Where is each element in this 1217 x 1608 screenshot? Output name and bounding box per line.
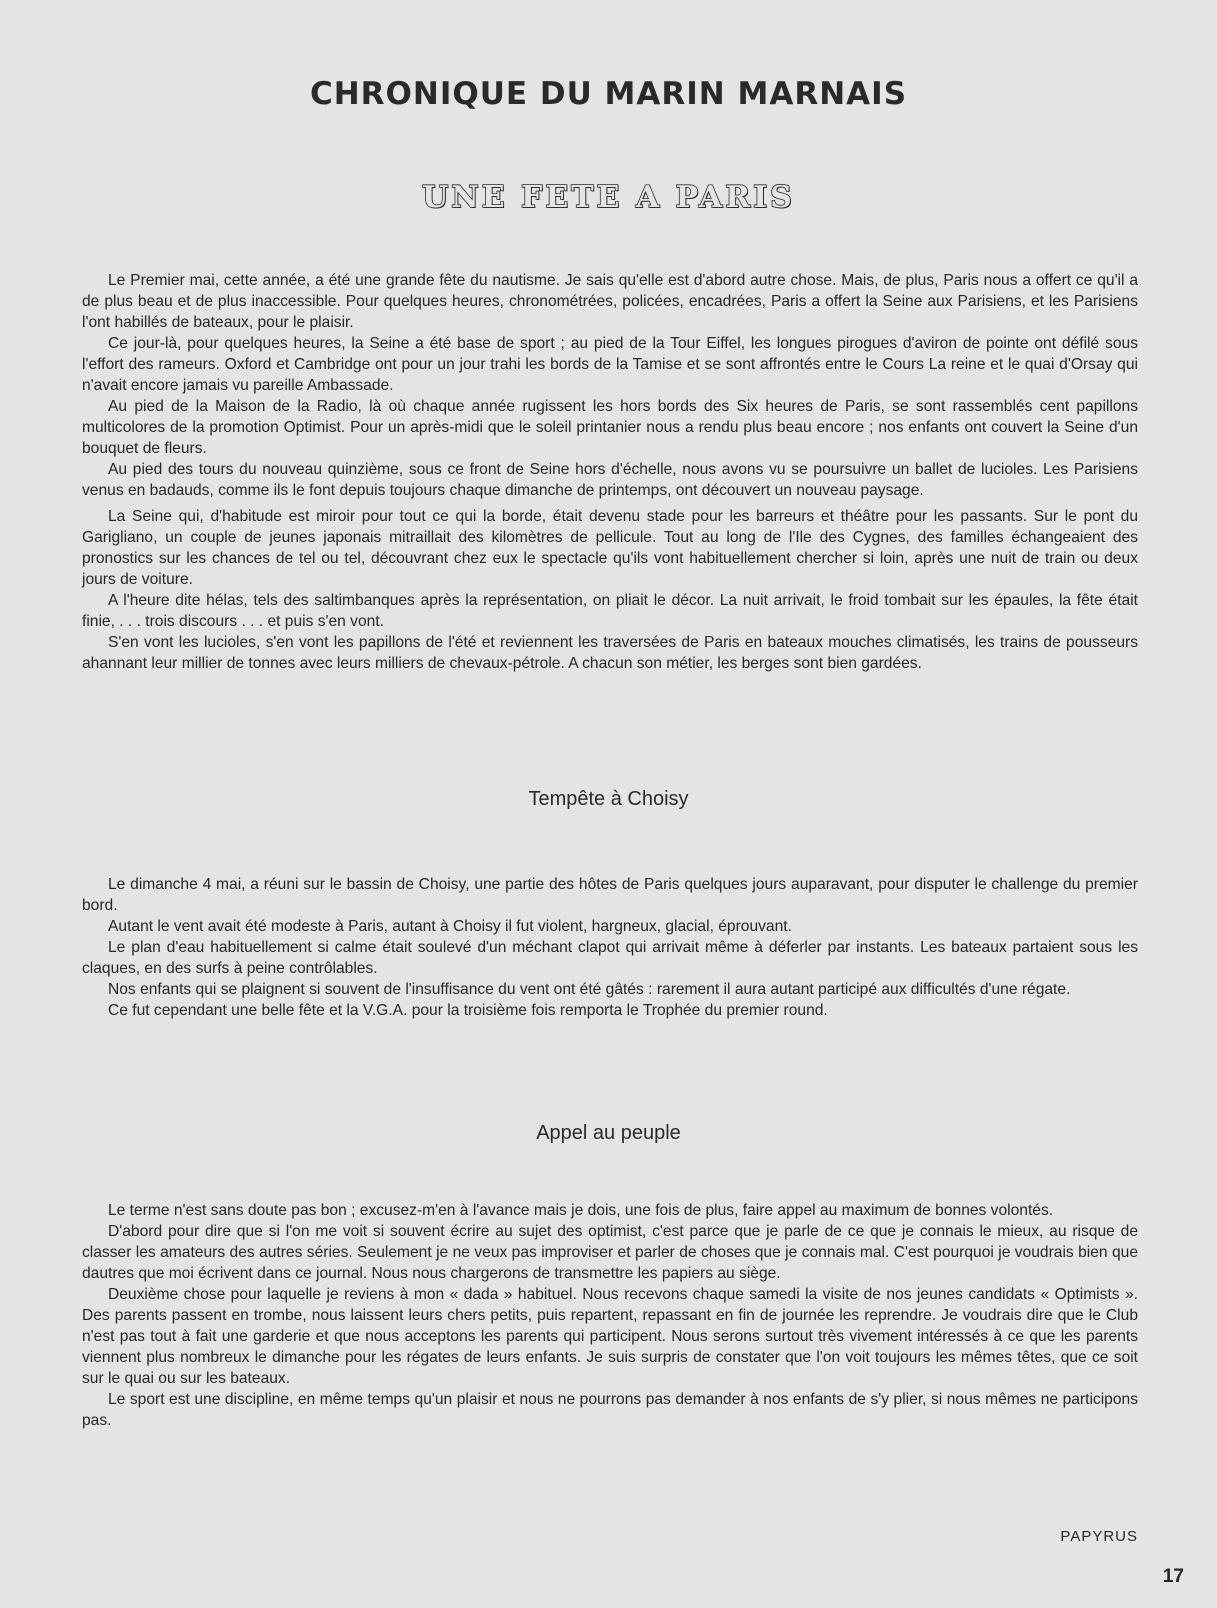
paragraph: Le terme n'est sans doute pas bon ; excusez-m'en à l'avance mais je dois, une fois de plus, faire appel au maximum de bonnes volontés. [108,1202,1054,1219]
paragraph: A l'heure dite hélas, tels des saltimbanques après la représentation, on pliait le décor. La nuit arrivait, le froid tombait sur les épaules, la fête était finie, . . . trois discours . . . et puis s'en vont. [82,592,1138,630]
paragraph: Le plan d'eau habituellement si calme était soulevé d'un méchant clapot qui arrivait même à déferler par instants. Les bateaux partaient sous les claques, en des surfs à peine contrôlables. [82,939,1138,977]
paragraph: Ce fut cependant une belle fête et la V.G.A. pour la troisième fois remporta le Trophée du premier round. [108,1002,828,1019]
section-tempete-a-choisy [82,874,1138,1021]
section-fete-a-paris [82,270,1138,674]
paragraph: Au pied des tours du nouveau quinzième, sous ce front de Seine hors d'échelle, nous avons vu se poursuivre un ballet de lucioles. Les Parisiens venus en badauds, comme ils le font depuis toujours chaque dimanche de printemps, ont découvert un nouveau paysage. [82,461,1138,499]
paragraph: Deuxième chose pour laquelle je reviens à mon « dada » habituel. Nous recevons chaque samedi la visite de nos jeunes candidats « Optimists ». Des parents passent en trombe, nous laissent leurs chers petits, puis repartent, repassant en fin de journée les reprendre. Je voudrais dire que le Club n'est pas tout à fait une garderie et que nous acceptons les parents qui participent. Nous serons surtout très vivement intéressés à ce que les parents viennent plus nombreux le dimanche pour les régates de leurs enfants. Je suis surpris de constater que l'on voit toujours les mêmes têtes, que ce soit sur le quai ou sur les bateaux. [82,1286,1138,1387]
author-signature: PAPYRUS [1060,1528,1138,1545]
paragraph: La Seine qui, d'habitude est miroir pour tout ce qui la borde, était devenu stade pour les barreurs et théâtre pour les passants. Sur le pont du Garigliano, un couple de jeunes japonais mitraillait des kilomètres de pellicule. Tout au long de l'Ile des Cygnes, des familles échangeaient des pronostics sur les chances de tel ou tel, découvrant chez eux le spectacle qu'ils vont habituellement chercher si loin, après une nuit de train ou deux jours de voiture. [82,508,1138,588]
paragraph: D'abord pour dire que si l'on me voit si souvent écrire au sujet des optimist, c'est parce que je parle de ce que je connais le mieux, au risque de classer les amateurs des autres séries. Seulement je ne veux pas improviser et parler de choses que je connais mal. C'est pourquoi je voudrais bien que dautres que moi écrivent dans ce journal. Nous nous chargerons de transmettre les papiers au siège. [82,1223,1138,1282]
paragraph: Le dimanche 4 mai, a réuni sur le bassin de Choisy, une partie des hôtes de Paris quelques jours auparavant, pour disputer le challenge du premier bord. [82,876,1138,914]
article-subtitle: UNE FETE A PARIS [422,180,795,215]
paragraph: S'en vont les lucioles, s'en vont les papillons de l'été et reviennent les traversées de Paris en bateaux mouches climatisés, les trains de pousseurs ahannant leur millier de tonnes avec leurs milliers de chevaux-pétrole. A chacun son métier, les berges sont bien gardées. [82,634,1138,672]
section-heading-appel: Appel au peuple [536,1122,681,1144]
paragraph: Le sport est une discipline, en même temps qu'un plaisir et nous ne pourrons pas demander à nos enfants de s'y plier, si nous mêmes ne participons pas. [82,1391,1138,1429]
page-headline: CHRONIQUE DU MARIN MARNAIS [309,76,908,112]
page-number: 17 [1162,1566,1184,1587]
paragraph: Le Premier mai, cette année, a été une grande fête du nautisme. Je sais qu'elle est d'abord autre chose. Mais, de plus, Paris nous a offert ce qu'il a de plus beau et de plus inaccessible. Pour quelques heures, chronométrées, policées, encadrées, Paris a offert la Seine aux Parisiens, et les Parisiens l'ont habillés de bateaux, pour le plaisir. [82,272,1138,331]
section-appel-au-peuple [82,1200,1138,1431]
paragraph: Ce jour-là, pour quelques heures, la Seine a été base de sport ; au pied de la Tour Eiffel, les longues pirogues d'aviron de pointe ont défilé sous l'effort des rameurs. Oxford et Cambridge ont pour un jour trahi les bords de la Tamise et se sont affrontés entre le Cours La reine et le quai d'Orsay qui n'avait encore jamais vu pareille Ambassade. [82,335,1138,394]
paragraph: Autant le vent avait été modeste à Paris, autant à Choisy il fut violent, hargneux, glacial, éprouvant. [108,918,792,935]
paragraph: Nos enfants qui se plaignent si souvent de l'insuffisance du vent ont été gâtés : rarement il aura autant participé aux difficultés d'une régate. [108,981,1071,998]
section-heading-tempete: Tempête à Choisy [528,788,689,810]
paragraph: Au pied de la Maison de la Radio, là où chaque année rugissent les hors bords des Six heures de Paris, se sont rassemblés cent papillons multicolores de la promotion Optimist. Pour un après-midi que le soleil printanier nous a rendu plus beau encore ; nos enfants ont couvert la Seine d'un bouquet de fleurs. [82,398,1138,457]
